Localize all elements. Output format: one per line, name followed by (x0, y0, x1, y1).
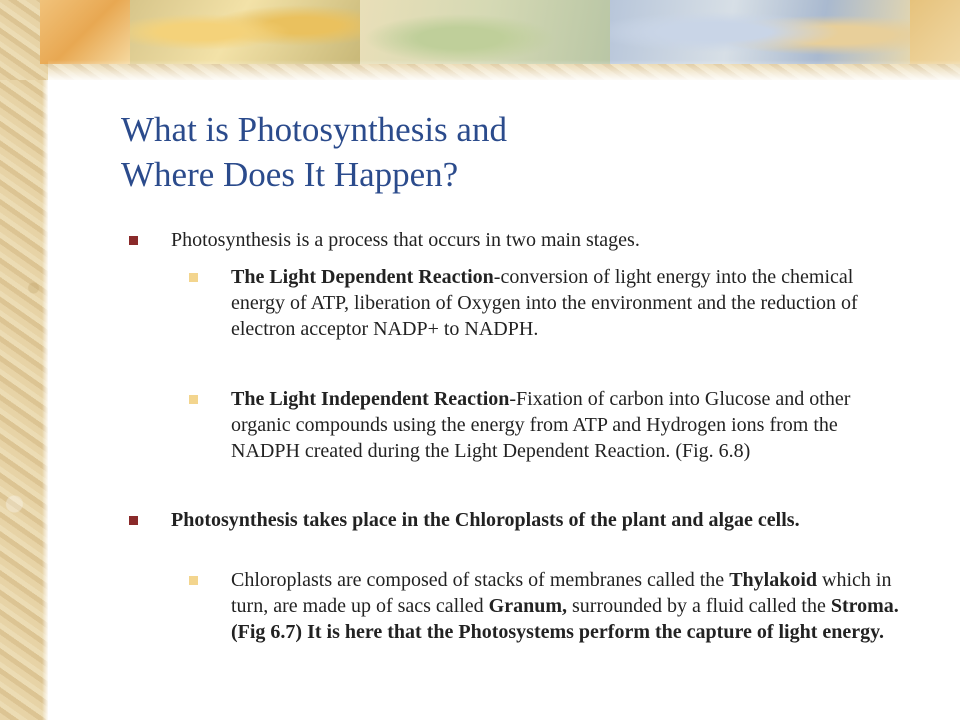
text-segment: which in turn, are made up of sacs called (231, 569, 892, 617)
slide-title-line-2: Where Does It Happen? (121, 155, 459, 194)
bullet-text: Photosynthesis is a process that occurs in two main stages. (171, 229, 640, 251)
bullet-text (231, 567, 911, 645)
bullet-text (231, 386, 911, 464)
bullet-description: -Fixation of carbon into Glucose and other organic compounds using the energy from ATP and Hydrogen ions from the NADPH created during the Light Dependent Reaction. (Fig. 6.8) (231, 388, 851, 462)
square-bullet-icon (189, 273, 198, 282)
bullet-description: -conversion of light energy into the chemical energy of ATP, liberation of Oxygen into the environment and the reduction of electron acceptor NADP+ to NADPH. (231, 266, 858, 340)
bold-term-stroma: Stroma. (Fig 6.7) It is here that the Photosystems perform the capture of light energy. (231, 595, 899, 643)
bullet-text (171, 507, 891, 533)
bullet-text (231, 264, 911, 342)
bold-term-granum: Granum, (488, 595, 568, 617)
square-bullet-icon (189, 395, 198, 404)
square-bullet-icon (129, 516, 138, 525)
bullet-bold-term: The Light Independent Reaction (231, 388, 510, 410)
bullet-bold-term: The Light Dependent Reaction (231, 266, 494, 288)
square-bullet-icon (189, 576, 198, 585)
text-segment: Chloroplasts are composed of stacks of membranes called the (231, 569, 730, 591)
bullet-bold-statement: Photosynthesis takes place in the Chloroplasts of the plant and algae cells. (171, 509, 800, 531)
text-segment: surrounded by a fluid called the (567, 595, 831, 617)
square-bullet-icon (129, 236, 138, 245)
slide-title-line-1: What is Photosynthesis and (121, 110, 507, 149)
bold-term-thylakoid: Thylakoid (729, 569, 818, 591)
